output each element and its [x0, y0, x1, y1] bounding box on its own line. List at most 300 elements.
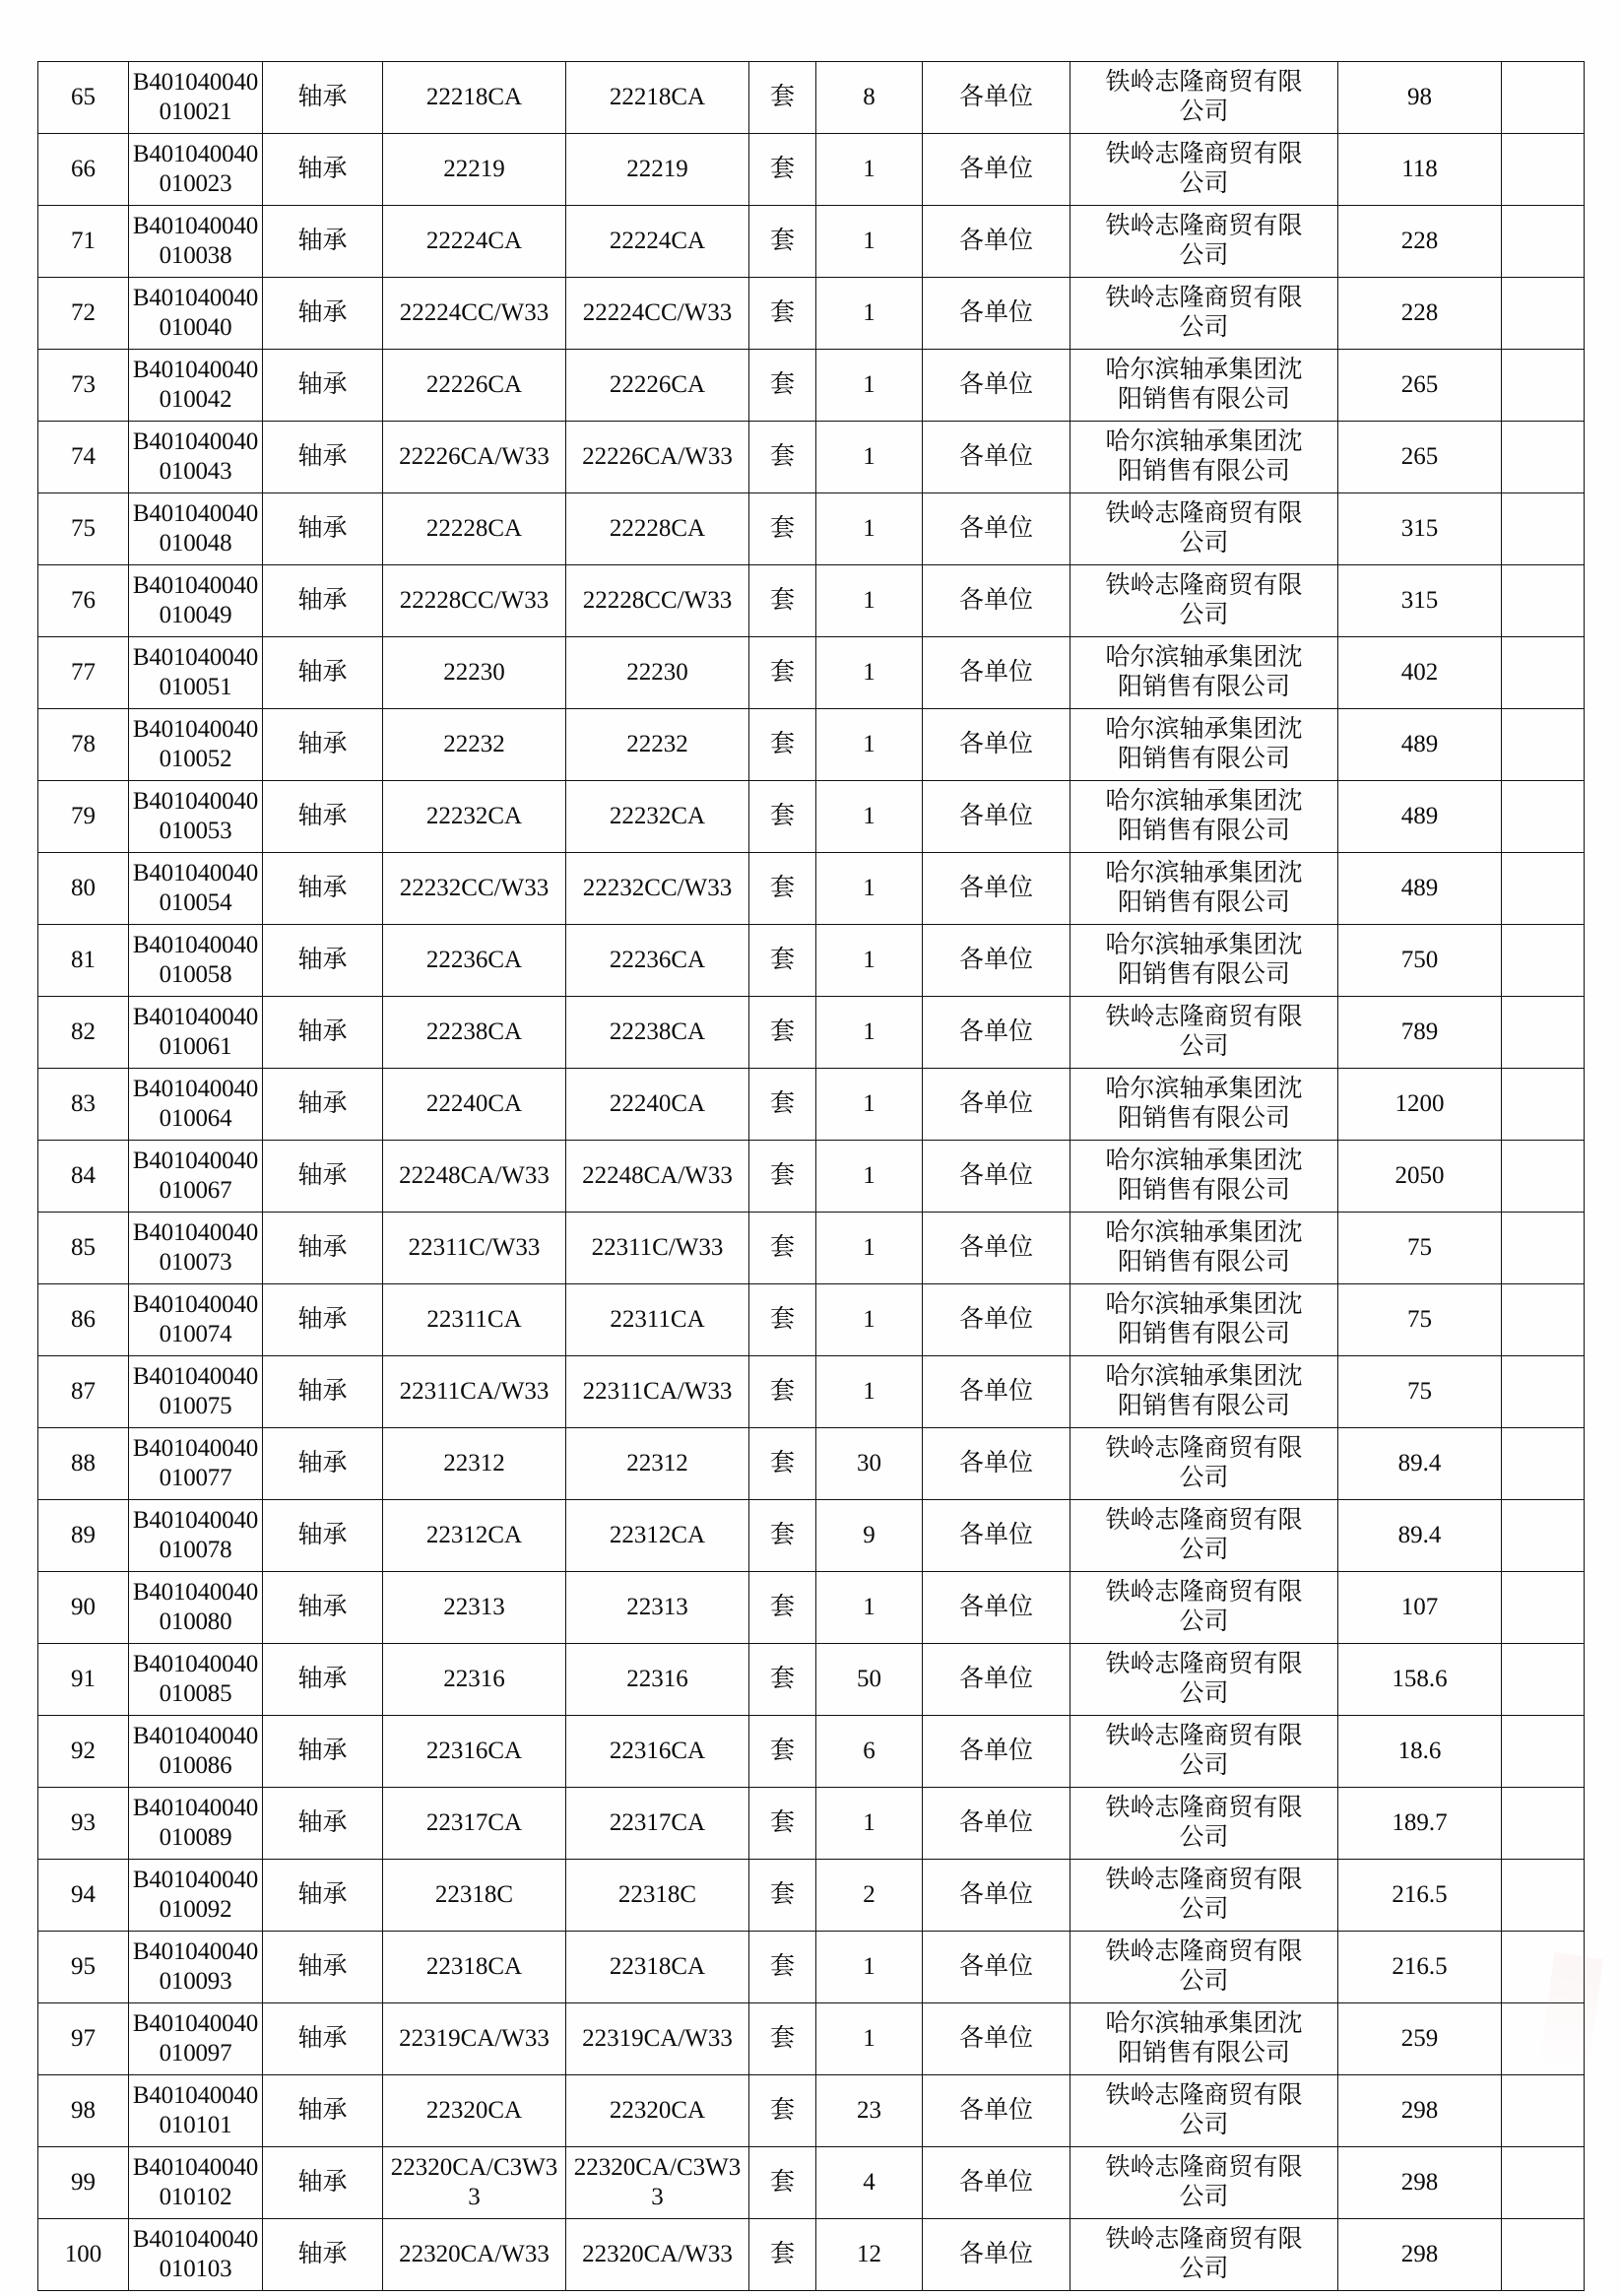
model-cell: 22224CA: [566, 206, 749, 278]
table-row: [38, 1932, 1585, 2003]
material-code-line2: 010051: [159, 674, 232, 700]
row-index-cell: 100: [38, 2219, 129, 2291]
material-code-line1: B401040040: [132, 284, 259, 311]
supplier-line2: 公司: [1179, 602, 1229, 628]
material-code-cell: [129, 1141, 263, 1213]
supplier-line2: 公司: [1179, 2184, 1229, 2210]
unit-cell: 套: [749, 781, 816, 853]
row-index-cell: 76: [38, 565, 129, 637]
quantity-cell: 1: [816, 709, 923, 781]
unit-price-cell: 789: [1338, 997, 1502, 1069]
supplier-cell: [1070, 1644, 1338, 1716]
material-name-cell: 轴承: [263, 1069, 383, 1141]
specification-cell: 22320CA/C3W33: [383, 2147, 566, 2219]
unit-price-cell: 750: [1338, 925, 1502, 997]
supplier-line2: 公司: [1179, 98, 1229, 125]
material-code-line1: B401040040: [132, 1147, 259, 1174]
quantity-cell: 2: [816, 1860, 923, 1932]
material-code-cell: [129, 2003, 263, 2075]
model-cell: 22320CA/C3W33: [566, 2147, 749, 2219]
supplier-cell: [1070, 1500, 1338, 1572]
material-code-cell: [129, 2219, 263, 2291]
supplier-line2: 公司: [1179, 1537, 1229, 1563]
unit-cell: 套: [749, 62, 816, 134]
unit-price-cell: 107: [1338, 1572, 1502, 1644]
specification-cell: 22318CA: [383, 1932, 566, 2003]
table-row: [38, 62, 1585, 134]
table-row: [38, 1428, 1585, 1500]
material-code-cell: [129, 1932, 263, 2003]
material-code-cell: [129, 1428, 263, 1500]
blank-cell: [1502, 997, 1585, 1069]
material-code-cell: [129, 709, 263, 781]
using-department-cell: 各单位: [923, 637, 1070, 709]
model-cell: 22219: [566, 134, 749, 206]
model-cell: 22224CC/W33: [566, 278, 749, 350]
supplier-cell: [1070, 1428, 1338, 1500]
supplier-line2: 阳销售有限公司: [1117, 1393, 1290, 1419]
supplier-line1: 哈尔滨轴承集团沈: [1105, 1362, 1303, 1390]
unit-price-cell: 2050: [1338, 1141, 1502, 1213]
material-code-line1: B401040040: [132, 68, 259, 96]
using-department-cell: 各单位: [923, 1069, 1070, 1141]
specification-cell: 22228CC/W33: [383, 565, 566, 637]
supplier-line1: 铁岭志隆商贸有限: [1105, 571, 1303, 599]
supplier-line2: 公司: [1179, 1608, 1229, 1635]
row-index-cell: 93: [38, 1788, 129, 1860]
model-cell: 22312CA: [566, 1500, 749, 1572]
material-name-cell: 轴承: [263, 853, 383, 925]
supplier-cell: [1070, 134, 1338, 206]
specification-cell: 22318C: [383, 1860, 566, 1932]
blank-cell: [1502, 781, 1585, 853]
supplier-cell: [1070, 62, 1338, 134]
material-code-line2: 010073: [159, 1249, 232, 1276]
model-cell: 22316CA: [566, 1716, 749, 1788]
material-code-line1: B401040040: [132, 1650, 259, 1677]
supplier-line2: 阳销售有限公司: [1117, 961, 1290, 988]
material-name-cell: 轴承: [263, 1932, 383, 2003]
supplier-line2: 阳销售有限公司: [1117, 746, 1290, 772]
quantity-cell: 1: [816, 278, 923, 350]
material-code-line2: 010103: [159, 2256, 232, 2282]
table-row: [38, 1860, 1585, 1932]
unit-cell: 套: [749, 1644, 816, 1716]
material-code-cell: [129, 62, 263, 134]
unit-cell: 套: [749, 925, 816, 997]
material-code-line2: 010064: [159, 1105, 232, 1132]
using-department-cell: 各单位: [923, 1860, 1070, 1932]
using-department-cell: 各单位: [923, 1428, 1070, 1500]
material-code-line2: 010067: [159, 1177, 232, 1204]
supplier-line1: 铁岭志隆商贸有限: [1105, 140, 1303, 167]
using-department-cell: 各单位: [923, 1141, 1070, 1213]
table-row: [38, 1284, 1585, 1356]
unit-price-cell: 89.4: [1338, 1500, 1502, 1572]
quantity-cell: 23: [816, 2075, 923, 2147]
unit-price-cell: 259: [1338, 2003, 1502, 2075]
using-department-cell: 各单位: [923, 493, 1070, 565]
material-code-line2: 010049: [159, 602, 232, 628]
material-code-line2: 010021: [159, 98, 232, 125]
blank-cell: [1502, 278, 1585, 350]
material-code-line2: 010038: [159, 242, 232, 269]
unit-price-cell: 228: [1338, 278, 1502, 350]
quantity-cell: 1: [816, 1284, 923, 1356]
supplier-line1: 哈尔滨轴承集团沈: [1105, 787, 1303, 815]
supplier-line1: 铁岭志隆商贸有限: [1105, 2081, 1303, 2109]
row-index-cell: 92: [38, 1716, 129, 1788]
using-department-cell: 各单位: [923, 2147, 1070, 2219]
material-code-line1: B401040040: [132, 715, 259, 743]
blank-cell: [1502, 62, 1585, 134]
supplier-line2: 公司: [1179, 1680, 1229, 1707]
inventory-table: [37, 61, 1585, 2291]
specification-cell: 22312CA: [383, 1500, 566, 1572]
material-code-line2: 010042: [159, 386, 232, 413]
supplier-line2: 公司: [1179, 1465, 1229, 1491]
row-index-cell: 87: [38, 1356, 129, 1428]
supplier-cell: [1070, 1141, 1338, 1213]
material-name-cell: 轴承: [263, 1860, 383, 1932]
specification-cell: 22320CA/W33: [383, 2219, 566, 2291]
unit-cell: 套: [749, 2075, 816, 2147]
material-code-line1: B401040040: [132, 859, 259, 886]
material-code-line1: B401040040: [132, 212, 259, 239]
material-code-line2: 010101: [159, 2112, 232, 2138]
material-code-cell: [129, 1860, 263, 1932]
table-row: [38, 565, 1585, 637]
unit-cell: 套: [749, 134, 816, 206]
supplier-line1: 铁岭志隆商贸有限: [1105, 284, 1303, 311]
material-code-line2: 010058: [159, 961, 232, 988]
supplier-line1: 铁岭志隆商贸有限: [1105, 1937, 1303, 1965]
unit-price-cell: 298: [1338, 2219, 1502, 2291]
table-row: [38, 206, 1585, 278]
supplier-line1: 铁岭志隆商贸有限: [1105, 1794, 1303, 1821]
material-code-line2: 010092: [159, 1896, 232, 1923]
row-index-cell: 91: [38, 1644, 129, 1716]
supplier-line2: 公司: [1179, 314, 1229, 341]
specification-cell: 22312: [383, 1428, 566, 1500]
model-cell: 22311C/W33: [566, 1213, 749, 1284]
unit-price-cell: 265: [1338, 350, 1502, 422]
using-department-cell: 各单位: [923, 1932, 1070, 2003]
material-code-line1: B401040040: [132, 1866, 259, 1893]
unit-cell: 套: [749, 2147, 816, 2219]
row-index-cell: 90: [38, 1572, 129, 1644]
unit-price-cell: 89.4: [1338, 1428, 1502, 1500]
unit-price-cell: 315: [1338, 493, 1502, 565]
supplier-cell: [1070, 1356, 1338, 1428]
quantity-cell: 9: [816, 1500, 923, 1572]
supplier-line2: 公司: [1179, 2112, 1229, 2138]
row-index-cell: 85: [38, 1213, 129, 1284]
table-row: [38, 1500, 1585, 1572]
using-department-cell: 各单位: [923, 278, 1070, 350]
quantity-cell: 1: [816, 997, 923, 1069]
blank-cell: [1502, 422, 1585, 493]
material-name-cell: 轴承: [263, 2075, 383, 2147]
using-department-cell: 各单位: [923, 1500, 1070, 1572]
inventory-table-body: [38, 62, 1585, 2291]
material-code-line1: B401040040: [132, 427, 259, 455]
unit-price-cell: 315: [1338, 565, 1502, 637]
unit-cell: 套: [749, 853, 816, 925]
blank-cell: [1502, 2147, 1585, 2219]
model-cell: 22226CA/W33: [566, 422, 749, 493]
blank-cell: [1502, 1932, 1585, 2003]
blank-cell: [1502, 1644, 1585, 1716]
unit-cell: 套: [749, 637, 816, 709]
row-index-cell: 80: [38, 853, 129, 925]
specification-cell: 22224CA: [383, 206, 566, 278]
supplier-cell: [1070, 637, 1338, 709]
quantity-cell: 1: [816, 350, 923, 422]
using-department-cell: 各单位: [923, 1284, 1070, 1356]
supplier-line2: 阳销售有限公司: [1117, 889, 1290, 916]
supplier-cell: [1070, 2219, 1338, 2291]
supplier-cell: [1070, 565, 1338, 637]
material-code-cell: [129, 2147, 263, 2219]
table-row: [38, 1572, 1585, 1644]
quantity-cell: 1: [816, 1788, 923, 1860]
using-department-cell: 各单位: [923, 206, 1070, 278]
supplier-line1: 哈尔滨轴承集团沈: [1105, 427, 1303, 455]
row-index-cell: 72: [38, 278, 129, 350]
row-index-cell: 83: [38, 1069, 129, 1141]
supplier-cell: [1070, 1069, 1338, 1141]
supplier-line1: 哈尔滨轴承集团沈: [1105, 715, 1303, 743]
unit-price-cell: 75: [1338, 1284, 1502, 1356]
material-code-line2: 010048: [159, 530, 232, 557]
supplier-line1: 哈尔滨轴承集团沈: [1105, 1290, 1303, 1318]
unit-cell: 套: [749, 1860, 816, 1932]
material-code-line1: B401040040: [132, 1937, 259, 1965]
supplier-line2: 阳销售有限公司: [1117, 458, 1290, 485]
specification-cell: 22311C/W33: [383, 1213, 566, 1284]
material-code-line2: 010043: [159, 458, 232, 485]
using-department-cell: 各单位: [923, 2003, 1070, 2075]
row-index-cell: 65: [38, 62, 129, 134]
blank-cell: [1502, 2219, 1585, 2291]
material-code-line2: 010061: [159, 1033, 232, 1060]
material-code-cell: [129, 206, 263, 278]
row-index-cell: 81: [38, 925, 129, 997]
unit-price-cell: 158.6: [1338, 1644, 1502, 1716]
using-department-cell: 各单位: [923, 709, 1070, 781]
supplier-line1: 铁岭志隆商贸有限: [1105, 1506, 1303, 1534]
specification-cell: 22226CA: [383, 350, 566, 422]
row-index-cell: 99: [38, 2147, 129, 2219]
blank-cell: [1502, 1069, 1585, 1141]
quantity-cell: 1: [816, 781, 923, 853]
material-name-cell: 轴承: [263, 278, 383, 350]
specification-cell: 22316: [383, 1644, 566, 1716]
using-department-cell: 各单位: [923, 1572, 1070, 1644]
blank-cell: [1502, 925, 1585, 997]
table-row: [38, 2219, 1585, 2291]
material-code-line2: 010089: [159, 1824, 232, 1851]
model-cell: 22313: [566, 1572, 749, 1644]
supplier-line1: 哈尔滨轴承集团沈: [1105, 2009, 1303, 2037]
unit-price-cell: 228: [1338, 206, 1502, 278]
unit-price-cell: 216.5: [1338, 1932, 1502, 2003]
model-cell: 22248CA/W33: [566, 1141, 749, 1213]
unit-price-cell: 189.7: [1338, 1788, 1502, 1860]
material-code-line2: 010054: [159, 889, 232, 916]
material-code-line1: B401040040: [132, 1075, 259, 1102]
supplier-cell: [1070, 493, 1338, 565]
row-index-cell: 82: [38, 997, 129, 1069]
using-department-cell: 各单位: [923, 1213, 1070, 1284]
using-department-cell: 各单位: [923, 565, 1070, 637]
blank-cell: [1502, 1284, 1585, 1356]
unit-cell: 套: [749, 493, 816, 565]
material-code-line2: 010080: [159, 1608, 232, 1635]
material-code-line1: B401040040: [132, 1362, 259, 1390]
unit-price-cell: 18.6: [1338, 1716, 1502, 1788]
material-code-line1: B401040040: [132, 571, 259, 599]
blank-cell: [1502, 1141, 1585, 1213]
material-name-cell: 轴承: [263, 493, 383, 565]
unit-cell: 套: [749, 1069, 816, 1141]
quantity-cell: 1: [816, 2003, 923, 2075]
table-row: [38, 781, 1585, 853]
blank-cell: [1502, 709, 1585, 781]
unit-price-cell: 1200: [1338, 1069, 1502, 1141]
quantity-cell: 1: [816, 565, 923, 637]
blank-cell: [1502, 1572, 1585, 1644]
supplier-line1: 铁岭志隆商贸有限: [1105, 2225, 1303, 2253]
unit-cell: 套: [749, 422, 816, 493]
using-department-cell: 各单位: [923, 134, 1070, 206]
table-row: [38, 134, 1585, 206]
material-code-line1: B401040040: [132, 356, 259, 383]
model-cell: 22230: [566, 637, 749, 709]
unit-price-cell: 298: [1338, 2147, 1502, 2219]
row-index-cell: 75: [38, 493, 129, 565]
material-code-line1: B401040040: [132, 931, 259, 958]
supplier-cell: [1070, 853, 1338, 925]
material-name-cell: 轴承: [263, 1213, 383, 1284]
model-cell: 22232CC/W33: [566, 853, 749, 925]
material-name-cell: 轴承: [263, 1428, 383, 1500]
material-name-cell: 轴承: [263, 709, 383, 781]
blank-cell: [1502, 637, 1585, 709]
material-code-line2: 010023: [159, 170, 232, 197]
supplier-line1: 铁岭志隆商贸有限: [1105, 1866, 1303, 1893]
using-department-cell: 各单位: [923, 2075, 1070, 2147]
supplier-line2: 阳销售有限公司: [1117, 1321, 1290, 1347]
specification-cell: 22320CA: [383, 2075, 566, 2147]
material-code-line1: B401040040: [132, 1506, 259, 1534]
supplier-cell: [1070, 350, 1338, 422]
material-code-cell: [129, 1069, 263, 1141]
blank-cell: [1502, 493, 1585, 565]
using-department-cell: 各单位: [923, 997, 1070, 1069]
row-index-cell: 79: [38, 781, 129, 853]
table-row: [38, 1644, 1585, 1716]
blank-cell: [1502, 565, 1585, 637]
material-code-cell: [129, 1284, 263, 1356]
row-index-cell: 94: [38, 1860, 129, 1932]
using-department-cell: 各单位: [923, 853, 1070, 925]
table-row: [38, 1356, 1585, 1428]
using-department-cell: 各单位: [923, 422, 1070, 493]
material-code-cell: [129, 278, 263, 350]
specification-cell: 22236CA: [383, 925, 566, 997]
model-cell: 22312: [566, 1428, 749, 1500]
specification-cell: 22230: [383, 637, 566, 709]
quantity-cell: 1: [816, 1932, 923, 2003]
unit-price-cell: 75: [1338, 1356, 1502, 1428]
row-index-cell: 89: [38, 1500, 129, 1572]
table-row: [38, 637, 1585, 709]
row-index-cell: 88: [38, 1428, 129, 1500]
material-name-cell: 轴承: [263, 1572, 383, 1644]
using-department-cell: 各单位: [923, 2219, 1070, 2291]
material-name-cell: 轴承: [263, 565, 383, 637]
specification-cell: 22226CA/W33: [383, 422, 566, 493]
unit-cell: 套: [749, 2003, 816, 2075]
blank-cell: [1502, 1500, 1585, 1572]
material-code-line2: 010052: [159, 746, 232, 772]
supplier-line1: 哈尔滨轴承集团沈: [1105, 643, 1303, 671]
supplier-line2: 公司: [1179, 2256, 1229, 2282]
specification-cell: 22219: [383, 134, 566, 206]
model-cell: 22238CA: [566, 997, 749, 1069]
specification-cell: 22313: [383, 1572, 566, 1644]
unit-cell: 套: [749, 2219, 816, 2291]
supplier-line2: 公司: [1179, 1968, 1229, 1995]
supplier-line1: 铁岭志隆商贸有限: [1105, 1434, 1303, 1462]
supplier-line2: 阳销售有限公司: [1117, 674, 1290, 700]
table-row: [38, 422, 1585, 493]
using-department-cell: 各单位: [923, 1716, 1070, 1788]
specification-cell: 22228CA: [383, 493, 566, 565]
supplier-cell: [1070, 2075, 1338, 2147]
supplier-cell: [1070, 2003, 1338, 2075]
table-row: [38, 1716, 1585, 1788]
unit-price-cell: 489: [1338, 709, 1502, 781]
specification-cell: 22248CA/W33: [383, 1141, 566, 1213]
table-row: [38, 1069, 1585, 1141]
supplier-line2: 阳销售有限公司: [1117, 1249, 1290, 1276]
supplier-line1: 哈尔滨轴承集团沈: [1105, 859, 1303, 886]
material-code-cell: [129, 1572, 263, 1644]
material-code-line2: 010093: [159, 1968, 232, 1995]
quantity-cell: 1: [816, 637, 923, 709]
unit-price-cell: 216.5: [1338, 1860, 1502, 1932]
material-name-cell: 轴承: [263, 2219, 383, 2291]
material-code-cell: [129, 350, 263, 422]
supplier-cell: [1070, 1716, 1338, 1788]
material-name-cell: 轴承: [263, 1356, 383, 1428]
material-name-cell: 轴承: [263, 925, 383, 997]
quantity-cell: 6: [816, 1716, 923, 1788]
supplier-cell: [1070, 709, 1338, 781]
unit-cell: 套: [749, 1428, 816, 1500]
blank-cell: [1502, 1428, 1585, 1500]
unit-cell: 套: [749, 709, 816, 781]
unit-cell: 套: [749, 278, 816, 350]
specification-cell: 22319CA/W33: [383, 2003, 566, 2075]
material-name-cell: 轴承: [263, 350, 383, 422]
quantity-cell: 8: [816, 62, 923, 134]
blank-cell: [1502, 206, 1585, 278]
row-index-cell: 78: [38, 709, 129, 781]
